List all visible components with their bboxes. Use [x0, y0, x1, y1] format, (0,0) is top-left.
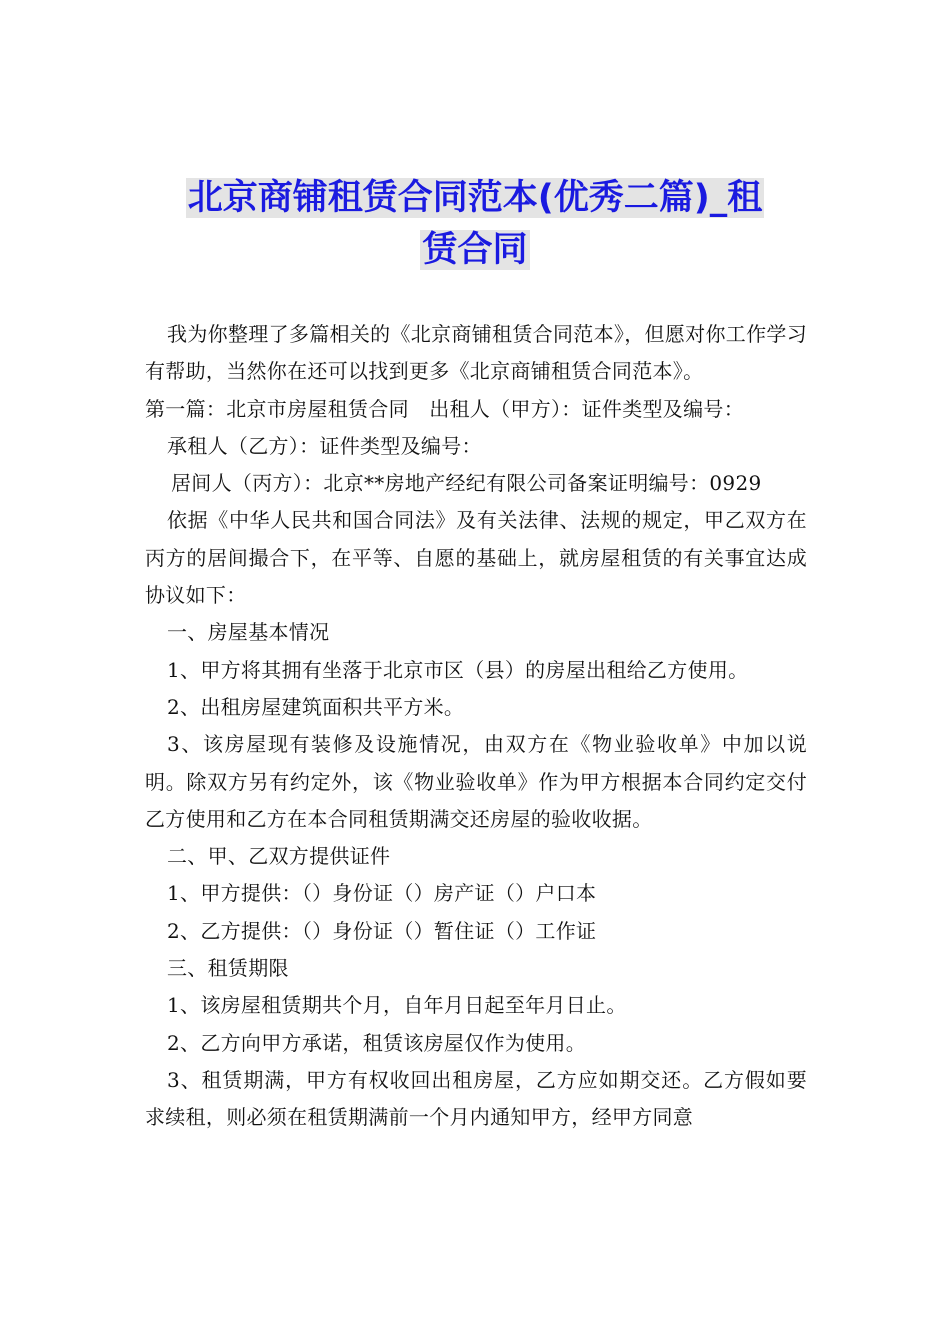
clause-1-2: 2、出租房屋建筑面积共平方米。: [167, 694, 465, 719]
document-title: [140, 172, 810, 276]
clause-3-3: 3、租赁期满，甲方有权收回出租房屋，乙方应如期交还。乙方假如要求续租，则必须在租赁期满前一个月内通知甲方，经甲方同意: [145, 1067, 807, 1130]
clause-2-1: 1、甲方提供：（）身份证（）房产证（）户口本: [167, 881, 597, 906]
clause-3-2: 2、乙方向甲方承诺，租赁该房屋仅作为使用。: [167, 1030, 587, 1055]
clause-2-2: 2、乙方提供：（）身份证（）暂住证（）工作证: [167, 918, 597, 943]
clause-heading-2: 二、甲、乙双方提供证件: [167, 844, 391, 869]
title-line-1: 北京商铺租赁合同范本(优秀二篇)_租: [187, 178, 763, 218]
title-line-2: 赁合同: [422, 230, 528, 270]
clause-heading-3: 三、租赁期限: [167, 956, 289, 981]
broker-line: 居间人（丙方）：北京**房地产经纪有限公司备案证明编号：0929: [171, 471, 762, 496]
document-body: [145, 316, 807, 1137]
clause-1-3: 3、该房屋现有装修及设施情况，由双方在《物业验收单》中加以说明。除双方另有约定外，该《物业验收单》作为甲方根据本合同约定交付乙方使用和乙方在本合同租赁期满交还房屋的验收收据。: [145, 732, 807, 831]
clause-heading-1: 一、房屋基本情况: [167, 620, 330, 645]
clause-1-1: 1、甲方将其拥有坐落于北京市区（县）的房屋出租给乙方使用。: [167, 657, 749, 682]
clause-3-1: 1、该房屋租赁期共个月，自年月日起至年月日止。: [167, 993, 627, 1018]
intro-paragraph: 我为你整理了多篇相关的《北京商铺租赁合同范本》，但愿对你工作学习有帮助，当然你在还可以找到更多《北京商铺租赁合同范本》。: [145, 322, 807, 384]
lessee-line: 承租人（乙方）：证件类型及编号：: [167, 433, 482, 458]
legal-basis-paragraph: 依据《中华人民共和国合同法》及有关法律、法规的规定，甲乙双方在丙方的居间撮合下，在平等、自愿的基础上，就房屋租赁的有关事宜达成协议如下：: [145, 508, 807, 608]
section-one-heading: 第一篇：北京市房屋租赁合同 出租人（甲方）：证件类型及编号：: [145, 396, 744, 421]
